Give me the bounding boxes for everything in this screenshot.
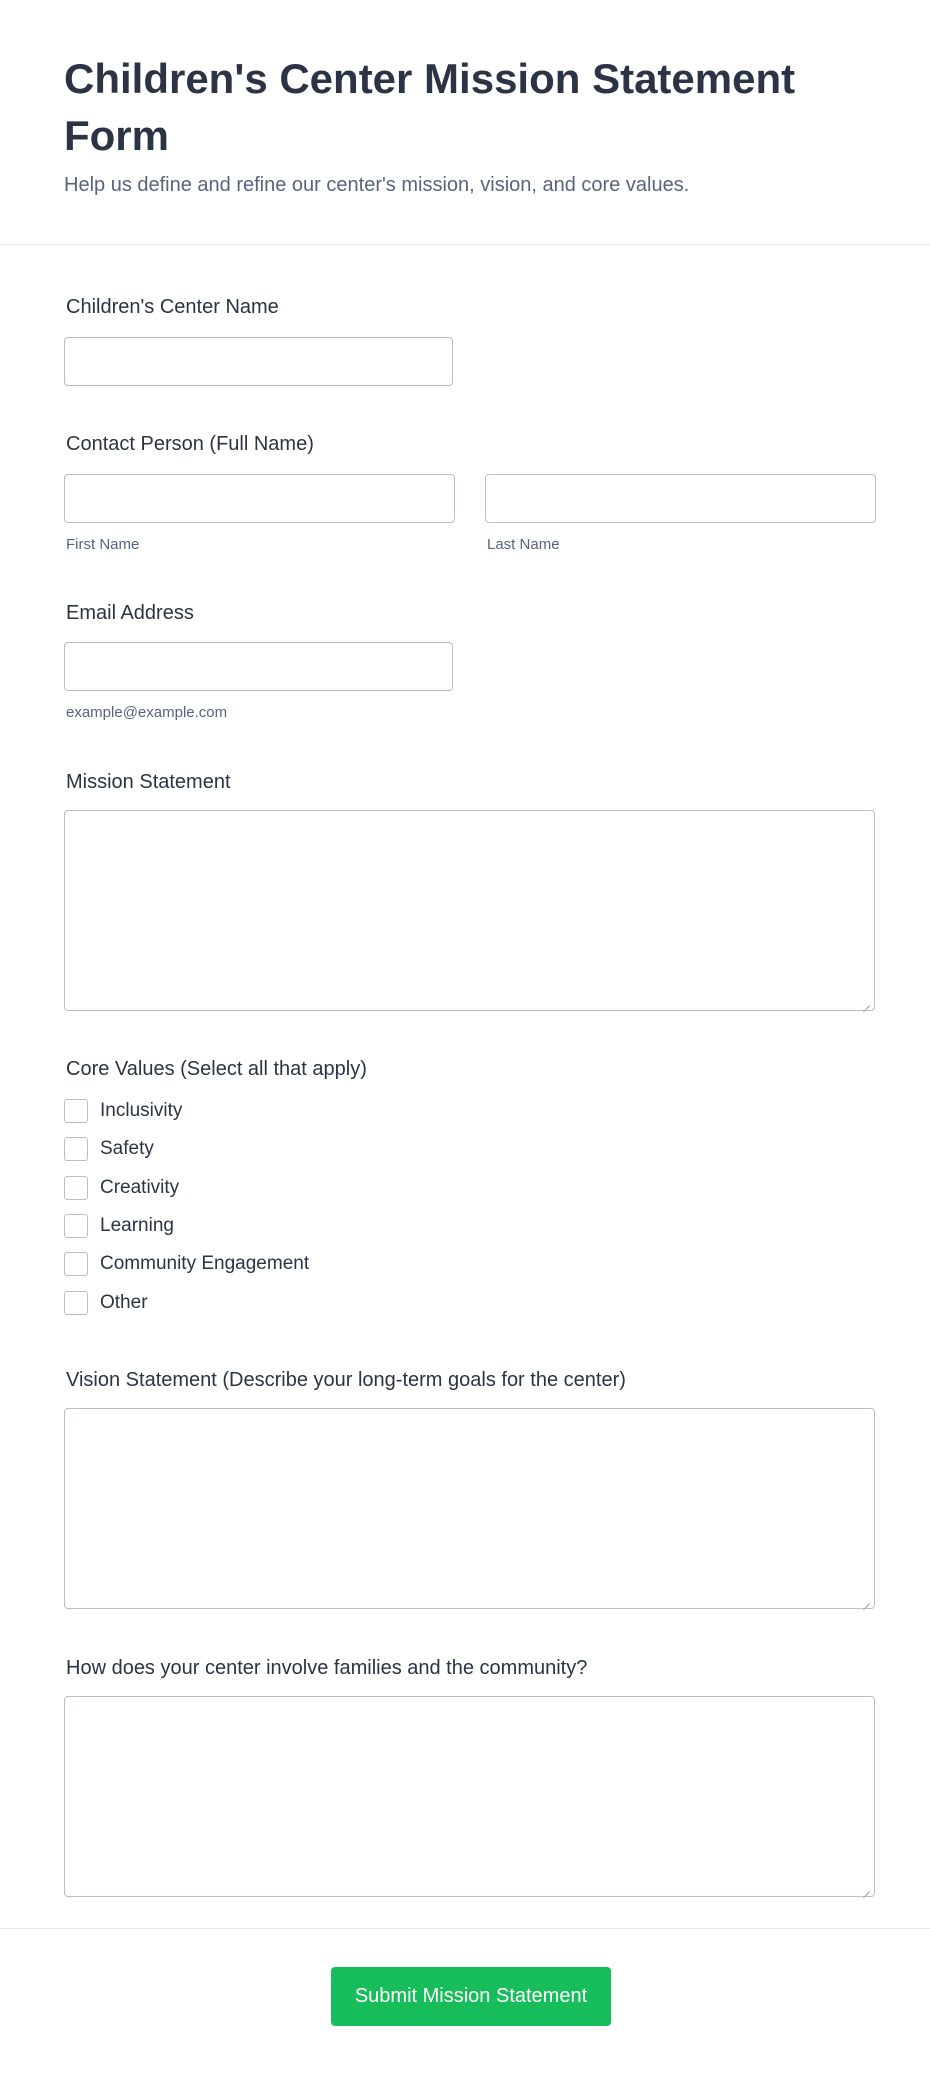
form-footer	[0, 1928, 930, 2074]
checkbox-learning[interactable]	[64, 1214, 88, 1238]
first-name-sublabel: First Name	[66, 536, 140, 553]
community-textarea[interactable]	[64, 1696, 875, 1897]
mission-label: Mission Statement	[66, 771, 231, 793]
community-label: How does your center involve families and the community?	[66, 1657, 588, 1679]
form-header	[0, 0, 930, 245]
resize-grip-icon[interactable]	[861, 997, 870, 1006]
center-name-label: Children's Center Name	[66, 296, 279, 318]
email-sublabel: example@example.com	[66, 704, 228, 721]
checkbox-other[interactable]	[64, 1291, 88, 1315]
email-input[interactable]	[64, 642, 453, 691]
form-body	[0, 245, 930, 1928]
checkbox-inclusivity[interactable]	[64, 1099, 88, 1123]
vision-textarea[interactable]	[64, 1408, 875, 1609]
checkbox-label: Safety	[100, 1138, 154, 1159]
checkbox-creativity[interactable]	[64, 1176, 88, 1200]
checkbox-label: Creativity	[100, 1177, 180, 1198]
contact-person-label: Contact Person (Full Name)	[66, 433, 314, 455]
email-label: Email Address	[66, 602, 194, 624]
checkbox-label: Learning	[100, 1215, 174, 1236]
last-name-sublabel: Last Name	[487, 536, 560, 553]
submit-button[interactable]: Submit Mission Statement	[331, 1967, 611, 2026]
core-value-option[interactable]	[64, 1251, 309, 1277]
last-name-input[interactable]	[485, 474, 876, 523]
core-value-option[interactable]	[64, 1136, 154, 1162]
form-title: Children's Center Mission Statement Form	[64, 55, 796, 159]
resize-grip-icon[interactable]	[861, 1595, 870, 1604]
core-value-option[interactable]	[64, 1098, 182, 1124]
checkbox-label: Community Engagement	[100, 1253, 310, 1274]
form-subtitle: Help us define and refine our center's mission, vision, and core values.	[64, 174, 690, 196]
checkbox-community-engagement[interactable]	[64, 1252, 88, 1276]
core-value-option[interactable]	[64, 1175, 179, 1201]
mission-textarea[interactable]	[64, 810, 875, 1011]
core-value-option[interactable]	[64, 1290, 148, 1316]
checkbox-label: Inclusivity	[100, 1100, 183, 1121]
core-values-label: Core Values (Select all that apply)	[66, 1058, 367, 1080]
vision-label: Vision Statement (Describe your long-term goals for the center)	[66, 1369, 626, 1391]
checkbox-label: Other	[100, 1292, 148, 1313]
resize-grip-icon[interactable]	[861, 1883, 870, 1892]
checkbox-safety[interactable]	[64, 1137, 88, 1161]
core-value-option[interactable]	[64, 1213, 174, 1239]
first-name-input[interactable]	[64, 474, 455, 523]
center-name-input[interactable]	[64, 337, 453, 386]
